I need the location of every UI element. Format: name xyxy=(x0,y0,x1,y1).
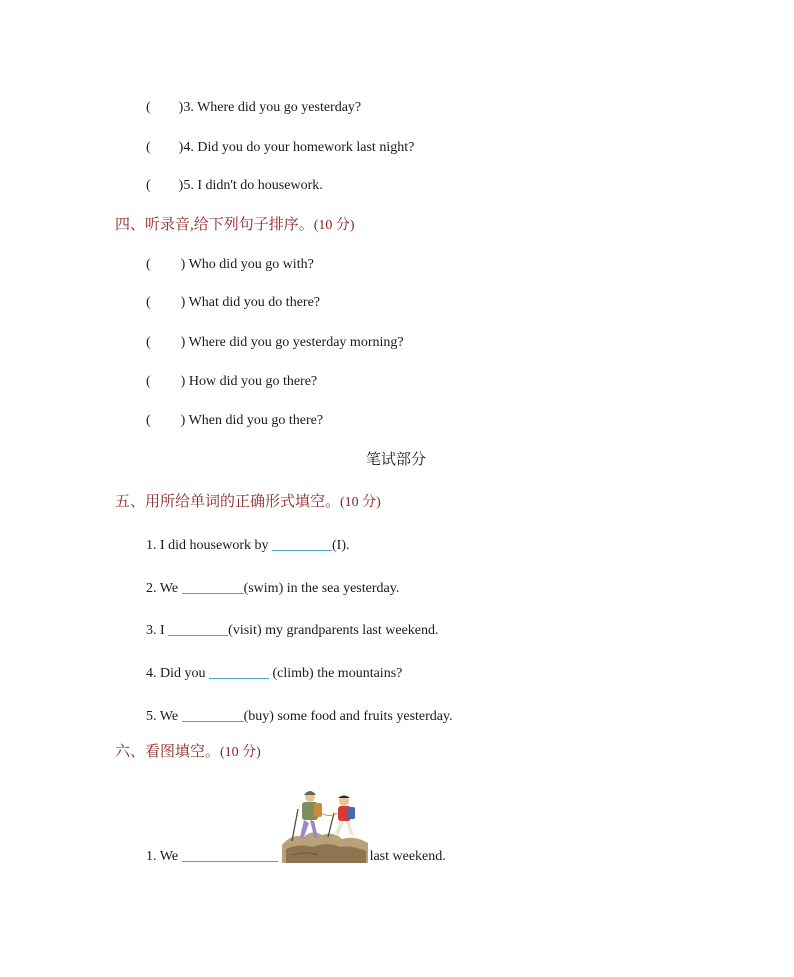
item-text-before: 2. We xyxy=(146,581,182,596)
item-text: Where did you go yesterday morning? xyxy=(188,335,404,350)
answer-blank[interactable] xyxy=(272,536,332,551)
item-text-after: (swim) in the sea yesterday. xyxy=(243,581,400,596)
paren-close: ) xyxy=(180,374,186,389)
answer-blank[interactable] xyxy=(168,621,228,636)
item-text: When did you go there? xyxy=(188,413,324,428)
item-text-before: 1. We xyxy=(146,849,182,864)
judge-item-4 xyxy=(146,139,414,157)
heading-text: 六、看图填空。 xyxy=(115,744,221,760)
item-text: 5. I didn't do housework. xyxy=(183,178,323,193)
picture-fill-item-1 xyxy=(146,847,446,866)
paren-open: ( xyxy=(146,335,151,350)
item-text-after: last weekend. xyxy=(369,849,446,864)
paren-open: ( xyxy=(146,140,151,155)
paren-open: ( xyxy=(146,295,151,310)
heading-score: (10 分) xyxy=(340,495,381,510)
paren-close: ) xyxy=(180,257,186,272)
item-text-after: (visit) my grandparents last weekend. xyxy=(228,623,439,638)
order-item-2 xyxy=(146,294,320,312)
fill-item-1 xyxy=(146,536,350,555)
item-text-after: (climb) the mountains? xyxy=(269,666,403,681)
heading-score: (10 分) xyxy=(220,745,261,760)
fill-item-2 xyxy=(146,579,399,598)
section-4-heading xyxy=(115,216,355,235)
item-text: How did you go there? xyxy=(188,374,318,389)
order-item-4 xyxy=(146,373,317,391)
item-text: What did you do there? xyxy=(188,295,320,310)
paren-close: ) xyxy=(180,295,186,310)
item-text-before: 1. I did housework by xyxy=(146,538,272,553)
heading-score: (10 分) xyxy=(313,218,355,233)
paren-close: ) xyxy=(180,413,186,428)
order-item-5 xyxy=(146,412,323,430)
section-6-heading xyxy=(115,743,261,762)
paren-open: ( xyxy=(146,374,151,389)
fill-item-3 xyxy=(146,621,439,640)
written-part-title: 笔试部分 xyxy=(366,452,427,468)
judge-item-5 xyxy=(146,177,323,195)
item-text-before: 4. Did you xyxy=(146,666,209,681)
fill-item-5 xyxy=(146,707,453,726)
answer-blank[interactable] xyxy=(182,707,244,722)
item-text-after: (I). xyxy=(332,538,350,553)
section-5-heading xyxy=(115,493,381,512)
answer-blank[interactable] xyxy=(182,579,244,594)
order-item-3 xyxy=(146,334,404,352)
order-item-1 xyxy=(146,256,314,274)
paren-close: ) xyxy=(178,178,184,193)
heading-text: 五、用所给单词的正确形式填空。 xyxy=(115,494,341,510)
item-text: 3. Where did you go yesterday? xyxy=(183,100,362,115)
paren-open: ( xyxy=(146,257,151,272)
paren-open: ( xyxy=(146,100,151,115)
item-text-after: (buy) some food and fruits yesterday. xyxy=(243,709,453,724)
answer-blank[interactable] xyxy=(182,847,278,862)
fill-item-4 xyxy=(146,664,402,683)
paren-close: ) xyxy=(178,140,184,155)
item-text: Who did you go with? xyxy=(188,257,314,272)
judge-item-3 xyxy=(146,99,361,117)
item-text-before: 3. I xyxy=(146,623,169,638)
item-text: 4. Did you do your homework last night? xyxy=(183,140,415,155)
answer-blank[interactable] xyxy=(209,664,269,679)
paren-open: ( xyxy=(146,413,151,428)
item-text-before: 5. We xyxy=(146,709,182,724)
paren-close: ) xyxy=(178,100,184,115)
paren-close: ) xyxy=(180,335,186,350)
paren-open: ( xyxy=(146,178,151,193)
heading-text: 四、听录音,给下列句子排序。 xyxy=(115,217,314,233)
